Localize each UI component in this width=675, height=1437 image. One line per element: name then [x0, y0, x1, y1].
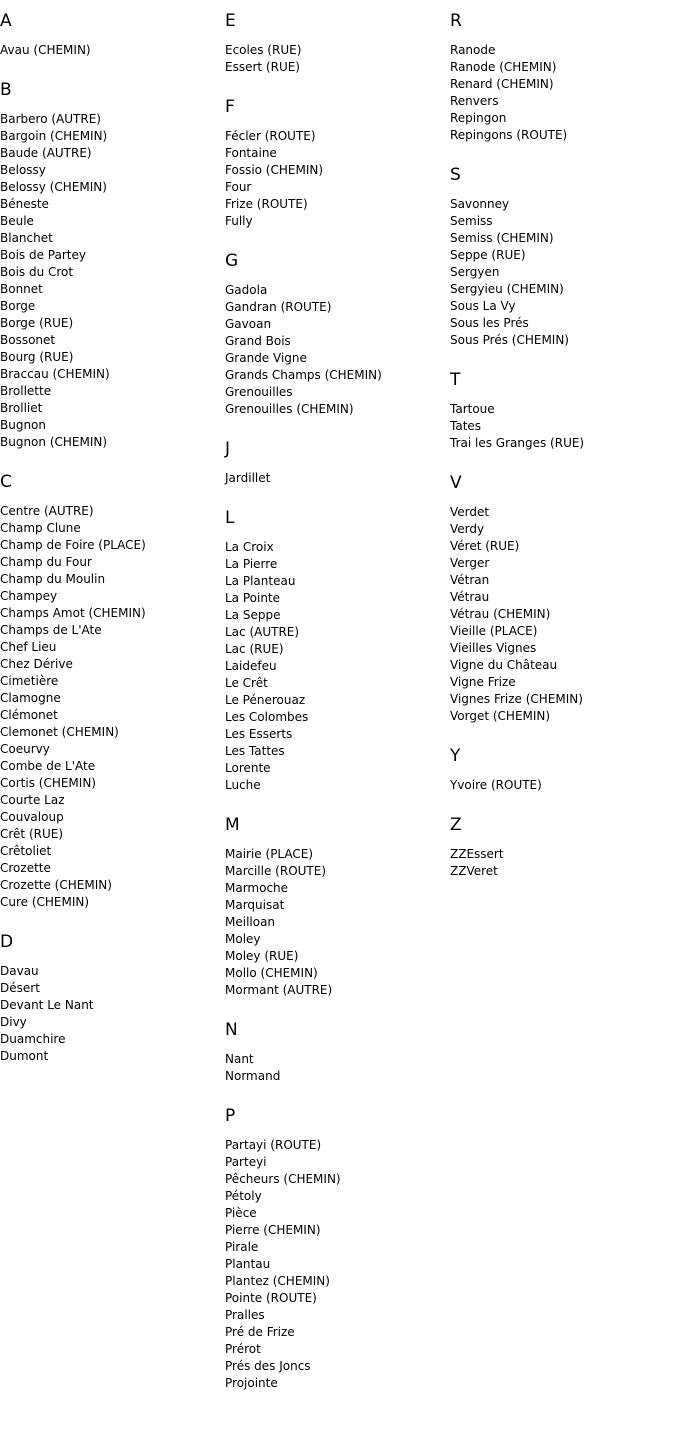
street-link[interactable]: Blanchet	[0, 231, 53, 245]
street-link[interactable]: Clamogne	[0, 691, 61, 705]
street-link[interactable]: La Planteau	[225, 574, 296, 588]
street-link[interactable]: Le Crêt	[225, 676, 268, 690]
street-link[interactable]: Verger	[450, 556, 490, 570]
street-link[interactable]: Pointe (ROUTE)	[225, 1291, 317, 1305]
letter-heading: G	[225, 251, 239, 271]
street-link[interactable]: Pralles	[225, 1308, 265, 1322]
street-link[interactable]: Beule	[0, 214, 34, 228]
street-link[interactable]: Gadola	[225, 283, 268, 297]
street-link[interactable]: Vieille (PLACE)	[450, 624, 538, 638]
street-link[interactable]: Fully	[225, 214, 253, 228]
letter-heading: C	[0, 472, 12, 492]
street-link[interactable]: Fontaine	[225, 146, 277, 160]
letter-section	[0, 0, 225, 69]
street-link[interactable]: Grande Vigne	[225, 351, 307, 365]
section-spacer	[225, 999, 450, 1009]
street-link[interactable]: Bugnon (CHEMIN)	[0, 435, 108, 449]
letter-section	[225, 497, 450, 804]
section-spacer	[225, 230, 450, 240]
street-link[interactable]: Pêcheurs (CHEMIN)	[225, 1172, 341, 1186]
section-spacer	[225, 487, 450, 497]
street-link[interactable]: Frize (ROUTE)	[225, 197, 308, 211]
letter-heading: V	[450, 473, 462, 493]
street-index-column-2	[225, 0, 450, 1402]
section-spacer	[225, 1392, 450, 1402]
letter-heading: N	[225, 1020, 238, 1040]
section-spacer	[0, 59, 225, 69]
street-link[interactable]: Gavoan	[225, 317, 272, 331]
street-link[interactable]: Lorente	[225, 761, 271, 775]
street-list	[225, 539, 450, 794]
street-list	[450, 196, 675, 349]
letter-heading: E	[225, 11, 236, 31]
street-link[interactable]: Prés des Joncs	[225, 1359, 311, 1373]
letter-section	[450, 735, 675, 804]
street-link[interactable]: ZZVeret	[450, 864, 498, 878]
street-link[interactable]: Bossonet	[0, 333, 56, 347]
section-spacer	[225, 794, 450, 804]
street-link[interactable]: Véret (RUE)	[450, 539, 520, 553]
street-link[interactable]: Prérot	[225, 1342, 261, 1356]
street-link[interactable]: Sergyen	[450, 265, 500, 279]
section-spacer	[225, 76, 450, 86]
street-link[interactable]: Partayi (ROUTE)	[225, 1138, 322, 1152]
street-index-column-3	[450, 0, 675, 890]
street-link[interactable]: Plantez (CHEMIN)	[225, 1274, 330, 1288]
street-link[interactable]: Ranode	[450, 43, 496, 57]
street-link[interactable]: Trai les Granges (RUE)	[450, 436, 585, 450]
letter-heading: T	[450, 370, 461, 390]
street-link[interactable]: ZZEssert	[450, 847, 504, 861]
street-link[interactable]: Bugnon	[0, 418, 47, 432]
street-list	[450, 401, 675, 452]
street-link[interactable]: Bargoin (CHEMIN)	[0, 129, 108, 143]
street-link[interactable]: Ranode (CHEMIN)	[450, 60, 557, 74]
section-spacer	[225, 418, 450, 428]
section-spacer	[450, 880, 675, 890]
street-link[interactable]: Champs Amot (CHEMIN)	[0, 606, 146, 620]
street-link[interactable]: Brollette	[0, 384, 52, 398]
letter-heading: L	[225, 508, 235, 528]
street-link[interactable]: La Seppe	[225, 608, 281, 622]
street-link[interactable]: Tartoue	[450, 402, 495, 416]
street-link[interactable]: Moley (RUE)	[225, 949, 299, 963]
street-link[interactable]: Bonnet	[0, 282, 43, 296]
letter-section	[0, 461, 225, 921]
letter-section	[225, 1095, 450, 1402]
street-link[interactable]: Verdy	[450, 522, 485, 536]
street-link[interactable]: Vigne du Château	[450, 658, 558, 672]
street-link[interactable]: Pétoly	[225, 1189, 262, 1203]
street-link[interactable]: Marquisat	[225, 898, 285, 912]
street-link[interactable]: Seppe (RUE)	[450, 248, 526, 262]
street-list	[225, 282, 450, 418]
street-link[interactable]: Essert (RUE)	[225, 60, 300, 74]
street-link[interactable]: Dumont	[0, 1049, 49, 1063]
street-link[interactable]: Borge (RUE)	[0, 316, 74, 330]
street-link[interactable]: Nant	[225, 1052, 254, 1066]
street-link[interactable]: Repingons (ROUTE)	[450, 128, 568, 142]
street-link[interactable]: Yvoire (ROUTE)	[450, 778, 542, 792]
street-link[interactable]: Crozette (CHEMIN)	[0, 878, 112, 892]
street-link[interactable]: Vieilles Vignes	[450, 641, 537, 655]
street-link[interactable]: Moley	[225, 932, 261, 946]
street-link[interactable]: Pièce	[225, 1206, 257, 1220]
street-link[interactable]: Grand Bois	[225, 334, 291, 348]
street-link[interactable]: Divy	[0, 1015, 27, 1029]
street-link[interactable]: Semiss (CHEMIN)	[450, 231, 554, 245]
street-link[interactable]: Vétran	[450, 573, 490, 587]
street-link[interactable]: Sous Prés (CHEMIN)	[450, 333, 569, 347]
letter-heading: F	[225, 97, 235, 117]
street-link[interactable]: Lac (RUE)	[225, 642, 284, 656]
street-link[interactable]: Champ Clune	[0, 521, 81, 535]
letter-heading: Y	[450, 746, 461, 766]
street-list	[225, 1051, 450, 1085]
street-list	[0, 42, 225, 59]
street-link[interactable]: Vorget (CHEMIN)	[450, 709, 551, 723]
street-link[interactable]: Pierre (CHEMIN)	[225, 1223, 321, 1237]
letter-heading: R	[450, 11, 462, 31]
street-link[interactable]: Lac (AUTRE)	[225, 625, 300, 639]
street-list	[0, 111, 225, 451]
street-link[interactable]: Gandran (ROUTE)	[225, 300, 332, 314]
street-link[interactable]: Borge	[0, 299, 36, 313]
section-spacer	[225, 1085, 450, 1095]
street-link[interactable]: Champey	[0, 589, 58, 603]
street-link[interactable]: Couvaloup	[0, 810, 64, 824]
letter-heading: S	[450, 165, 461, 185]
street-link[interactable]: Mollo (CHEMIN)	[225, 966, 318, 980]
street-link[interactable]: Vignes Frize (CHEMIN)	[450, 692, 583, 706]
street-link[interactable]: Champ du Four	[0, 555, 92, 569]
street-link[interactable]: Bois de Partey	[0, 248, 86, 262]
street-link[interactable]: Belossy (CHEMIN)	[0, 180, 107, 194]
street-link[interactable]: Bois du Crot	[0, 265, 74, 279]
street-list	[225, 846, 450, 999]
letter-section	[450, 0, 675, 154]
street-link[interactable]: Pirale	[225, 1240, 259, 1254]
street-link[interactable]: Projointe	[225, 1376, 278, 1390]
street-list	[0, 503, 225, 911]
street-link[interactable]: Belossy	[0, 163, 46, 177]
street-link[interactable]: Champs de L'Ate	[0, 623, 102, 637]
street-list	[450, 846, 675, 880]
street-link[interactable]: Champ du Moulin	[0, 572, 106, 586]
street-list	[450, 42, 675, 144]
street-link[interactable]: Centre (AUTRE)	[0, 504, 94, 518]
section-spacer	[450, 452, 675, 462]
street-link[interactable]: Ecoles (RUE)	[225, 43, 302, 57]
section-spacer	[450, 725, 675, 735]
section-spacer	[0, 911, 225, 921]
street-link[interactable]: Luche	[225, 778, 261, 792]
street-list	[225, 470, 450, 487]
letter-heading: D	[0, 932, 14, 952]
letter-section	[225, 804, 450, 1009]
letter-section	[450, 154, 675, 359]
street-link[interactable]: Baude (AUTRE)	[0, 146, 92, 160]
street-link[interactable]: Combe de L'Ate	[0, 759, 96, 773]
street-link[interactable]: Courte Laz	[0, 793, 65, 807]
street-link[interactable]: Pré de Frize	[225, 1325, 295, 1339]
letter-heading: J	[225, 439, 231, 459]
street-list	[225, 42, 450, 76]
street-link[interactable]: Plantau	[225, 1257, 271, 1271]
street-link[interactable]: Barbero (AUTRE)	[0, 112, 101, 126]
letter-section	[450, 359, 675, 462]
street-link[interactable]: Sous les Prés	[450, 316, 529, 330]
letter-section	[450, 462, 675, 735]
street-list	[225, 128, 450, 230]
street-link[interactable]: Grands Champs (CHEMIN)	[225, 368, 382, 382]
letter-section	[225, 86, 450, 240]
street-link[interactable]: Cimetière	[0, 674, 59, 688]
letter-section	[225, 428, 450, 497]
street-link[interactable]: Sergyieu (CHEMIN)	[450, 282, 564, 296]
street-link[interactable]: Coeurvy	[0, 742, 50, 756]
street-link[interactable]: La Pointe	[225, 591, 281, 605]
street-link[interactable]: Renard (CHEMIN)	[450, 77, 554, 91]
letter-heading: P	[225, 1106, 236, 1126]
street-link[interactable]: Désert	[0, 981, 40, 995]
street-link[interactable]: Parteyi	[225, 1155, 267, 1169]
street-link[interactable]: Les Esserts	[225, 727, 293, 741]
street-link[interactable]: Le Pénerouaz	[225, 693, 306, 707]
street-link[interactable]: Cortis (CHEMIN)	[0, 776, 96, 790]
street-link[interactable]: Mormant (AUTRE)	[225, 983, 333, 997]
street-link[interactable]: Les Colombes	[225, 710, 309, 724]
street-link[interactable]: Brolliet	[0, 401, 43, 415]
letter-section	[0, 69, 225, 461]
street-link[interactable]: Champ de Foire (PLACE)	[0, 538, 146, 552]
letter-section	[225, 240, 450, 428]
street-link[interactable]: Chez Dérive	[0, 657, 73, 671]
street-link[interactable]: Vétrau	[450, 590, 490, 604]
street-link[interactable]: Duamchire	[0, 1032, 66, 1046]
street-link[interactable]: Crozette	[0, 861, 51, 875]
letter-section	[225, 1009, 450, 1095]
street-link[interactable]: Davau	[0, 964, 39, 978]
street-link[interactable]: Savonney	[450, 197, 510, 211]
street-link[interactable]: Grenouilles (CHEMIN)	[225, 402, 354, 416]
street-link[interactable]: Vétrau (CHEMIN)	[450, 607, 551, 621]
street-link[interactable]: Four	[225, 180, 252, 194]
street-link[interactable]: Les Tattes	[225, 744, 285, 758]
street-list	[225, 1137, 450, 1392]
street-link[interactable]: Tates	[450, 419, 482, 433]
street-link[interactable]: Clémonet	[0, 708, 58, 722]
street-list	[450, 777, 675, 794]
street-link[interactable]: Sous La Vy	[450, 299, 516, 313]
street-link[interactable]: Laidefeu	[225, 659, 277, 673]
street-link[interactable]: Fossio (CHEMIN)	[225, 163, 324, 177]
street-link[interactable]: Jardillet	[225, 471, 271, 485]
street-link[interactable]: Renvers	[450, 94, 499, 108]
street-link[interactable]: Fécler (ROUTE)	[225, 129, 316, 143]
section-spacer	[450, 794, 675, 804]
street-link[interactable]: Bourg (RUE)	[0, 350, 74, 364]
letter-heading: B	[0, 80, 12, 100]
street-link[interactable]: Verdet	[450, 505, 490, 519]
street-link[interactable]: Crêt (RUE)	[0, 827, 64, 841]
street-list	[450, 504, 675, 725]
section-spacer	[0, 451, 225, 461]
street-link[interactable]: Braccau (CHEMIN)	[0, 367, 110, 381]
letter-section	[450, 804, 675, 890]
street-link[interactable]: Devant Le Nant	[0, 998, 94, 1012]
street-link[interactable]: Crêtoliet	[0, 844, 52, 858]
section-spacer	[0, 1065, 225, 1075]
street-link[interactable]: Repingon	[450, 111, 507, 125]
section-spacer	[450, 144, 675, 154]
street-link[interactable]: Semiss	[450, 214, 493, 228]
street-link[interactable]: Vigne Frize	[450, 675, 516, 689]
street-link[interactable]: Chef Lieu	[0, 640, 57, 654]
street-index-column-1	[0, 0, 225, 1075]
street-link[interactable]: Cure (CHEMIN)	[0, 895, 90, 909]
street-link[interactable]: La Pierre	[225, 557, 278, 571]
street-link[interactable]: Marmoche	[225, 881, 289, 895]
street-link[interactable]: Normand	[225, 1069, 281, 1083]
street-list	[0, 963, 225, 1065]
street-link[interactable]: Mairie (PLACE)	[225, 847, 314, 861]
street-link[interactable]: Grenouilles	[225, 385, 293, 399]
letter-section	[225, 0, 450, 86]
letter-heading: A	[0, 11, 12, 31]
street-link[interactable]: Avau (CHEMIN)	[0, 43, 91, 57]
street-link[interactable]: Béneste	[0, 197, 49, 211]
letter-heading: M	[225, 815, 240, 835]
letter-heading: Z	[450, 815, 462, 835]
street-link[interactable]: Marcille (ROUTE)	[225, 864, 327, 878]
street-link[interactable]: La Croix	[225, 540, 274, 554]
letter-section	[0, 921, 225, 1075]
street-link[interactable]: Clemonet (CHEMIN)	[0, 725, 119, 739]
section-spacer	[450, 349, 675, 359]
street-link[interactable]: Meilloan	[225, 915, 276, 929]
